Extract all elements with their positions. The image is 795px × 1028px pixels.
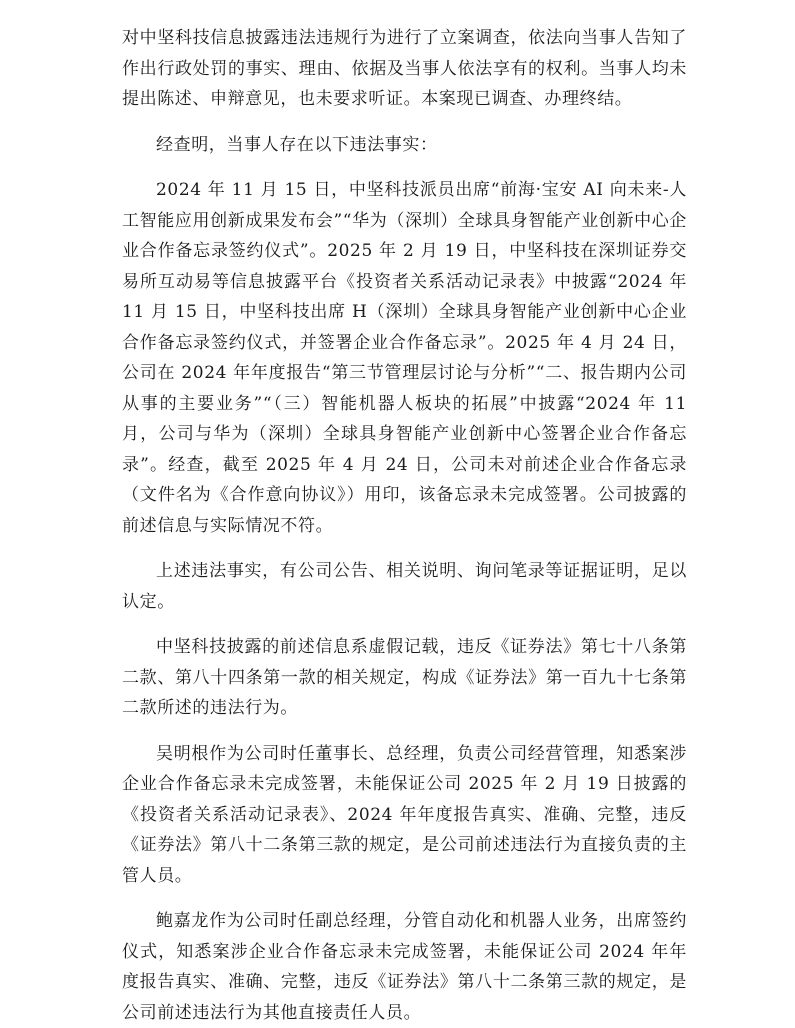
document-body (122, 23, 687, 1028)
paragraph-violation: 中坚科技披露的前述信息系虚假记载，违反《证券法》第七十八条第二款、第八十四条第一款的相关规定，构成《证券法》第一百九十七条第二款所述的违法行为。 (122, 637, 687, 718)
paragraph-case-intro: 对中坚科技信息披露违法违规行为进行了立案调查，依法向当事人告知了作出行政处罚的事实、理由、依据及当事人依法享有的权利。当事人均未提出陈述、申辩意见，也未要求听证。本案现已调查、办理终结。 (122, 28, 687, 109)
paragraph-facts: 2024 年 11 月 15 日，中坚科技派员出席“前海·宝安 AI 向未来-人工智能应用创新成果发布会”“华为（深圳）全球具身智能产业创新中心企业合作备忘录签约仪式”。2025 年 2 月 19 日，中坚科技在深圳证券交易所互动易等信息披露平台《投资者关系活动记录表》中披露“2024 年 11 月 15 日，中坚科技出席 H（深圳）全球具身智能产业创新中心企业合作备忘录签约仪式，并签署企业合作备忘录”。2025 年 4 月 24 日，公司在 2024 年年度报告“第三节管理层讨论与分析”“二、报告期内公司从事的主要业务”“（三）智能机器人板块的拓展”中披露“2024 年 11 月，公司与华为（深圳）全球具身智能产业创新中心签署企业合作备忘录”。经查，截至 2025 年 4 月 24 日，公司未对前述企业合作备忘录（文件名为《合作意向协议》）用印，该备忘录未完成签署。公司披露的前述信息与实际情况不符。 (122, 180, 687, 536)
paragraph-vp-liability: 鲍嘉龙作为公司时任副总经理，分管自动化和机器人业务，出席签约仪式，知悉案涉企业合作备忘录未完成签署，未能保证公司 2024 年年度报告真实、准确、完整，违反《证券法》第八十二条第三款的规定，是公司前述违法行为其他直接责任人员。 (122, 911, 687, 1023)
paragraph-findings-heading: 经查明，当事人存在以下违法事实： (156, 134, 438, 155)
paragraph-chairman-liability: 吴明根作为公司时任董事长、总经理，负责公司经营管理，知悉案涉企业合作备忘录未完成签署，未能保证公司 2025 年 2 月 19 日披露的《投资者关系活动记录表》、2024 年年度报告真实、准确、完整，违反《证券法》第八十二条第三款的规定，是公司前述违法行为直接负责的主管人员。 (122, 743, 687, 886)
paragraph-evidence: 上述违法事实，有公司公告、相关说明、询问笔录等证据证明，足以认定。 (122, 561, 687, 612)
